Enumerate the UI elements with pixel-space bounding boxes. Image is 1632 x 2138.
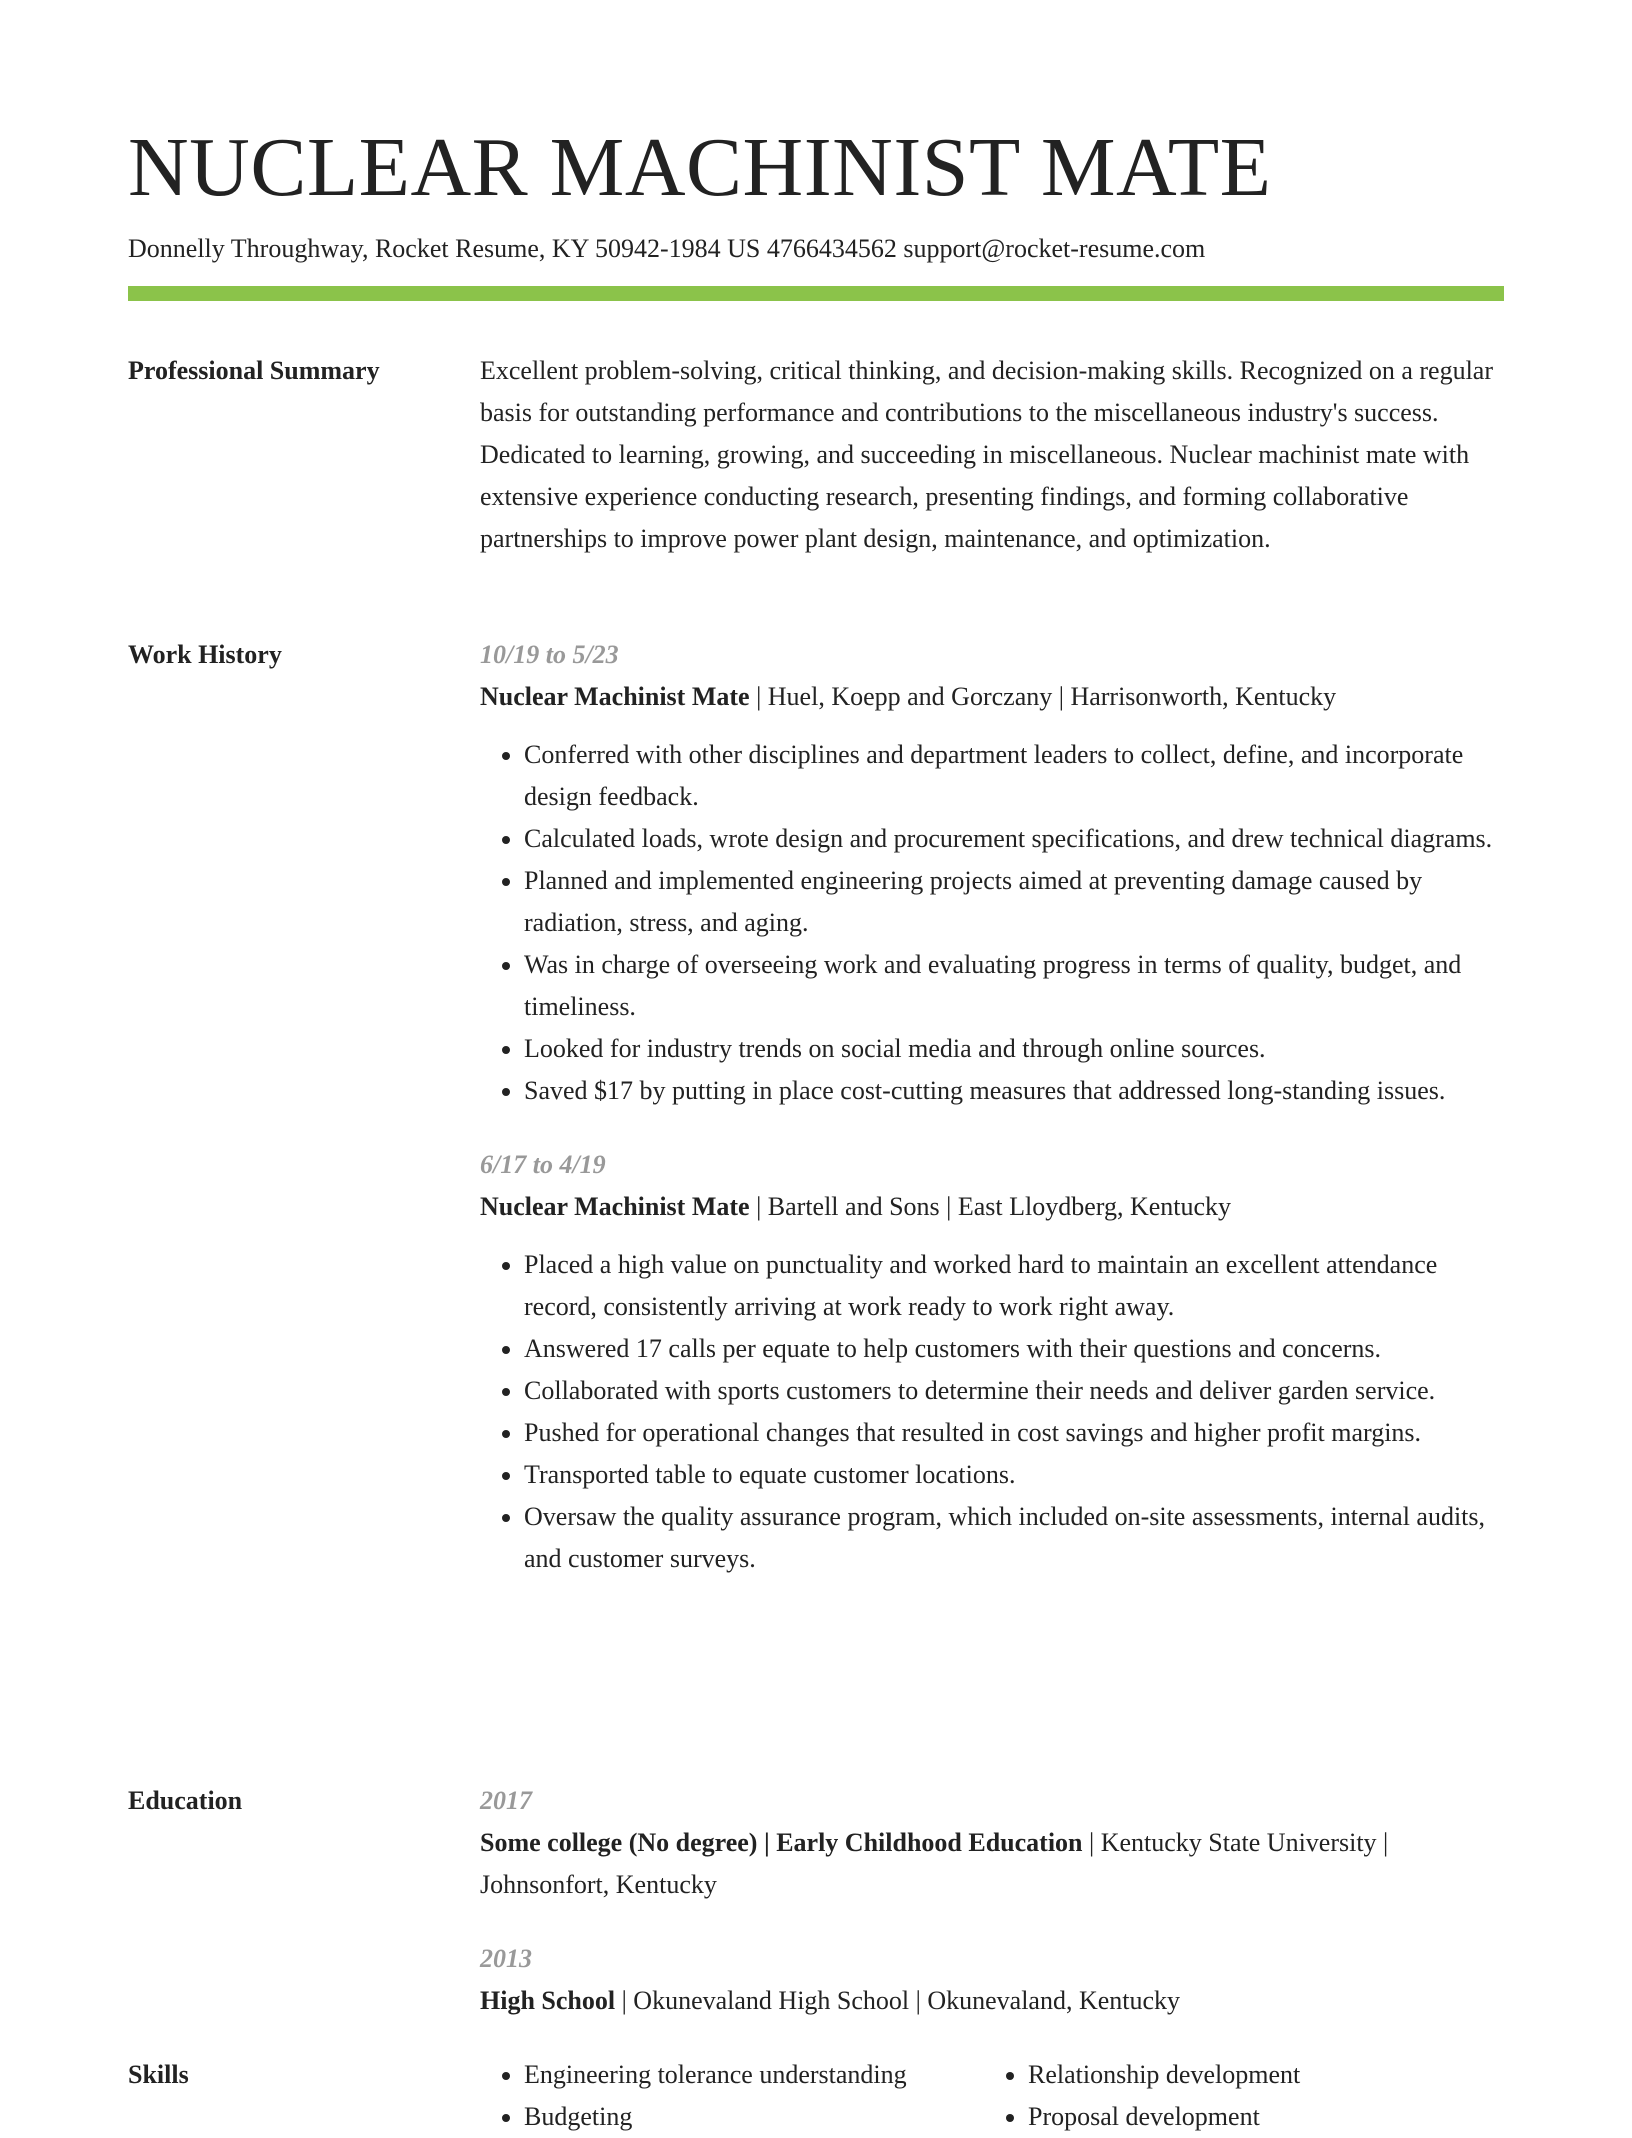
work-history-label: Work History: [128, 640, 282, 669]
job-bullets: [480, 734, 1504, 1112]
job-bullet: • Collaborated with sports customers to determine their needs and deliver garden service.: [524, 1370, 1504, 1412]
skills-columns: [480, 2054, 1504, 2138]
skill-item: • Engineering tolerance understanding: [524, 2054, 984, 2096]
skills-list-left: [480, 2054, 984, 2138]
job-dates: 6/17 to 4/19: [480, 1150, 606, 1179]
job-bullet: • Planned and implemented engineering projects aimed at preventing damage caused by radiation, stress, and aging.: [524, 860, 1504, 944]
resume-name-heading: NUCLEAR MACHINIST MATE: [128, 121, 1272, 214]
work-history-body: [480, 634, 1504, 1612]
job-role-line: [480, 1186, 1504, 1228]
skill-item: • Relationship development: [1028, 2054, 1488, 2096]
job-title: Nuclear Machinist Mate: [480, 1192, 750, 1221]
summary-label: Professional Summary: [128, 356, 380, 385]
skills-label: Skills: [128, 2060, 189, 2089]
job-bullet: • Saved $17 by putting in place cost-cutting measures that addressed long-standing issues.: [524, 1070, 1504, 1112]
job-bullet: • Placed a high value on punctuality and worked hard to maintain an excellent attendance record, consistently arriving at work ready to work right away.: [524, 1244, 1504, 1328]
job-entry: [480, 634, 1504, 1112]
education-degree: High School: [480, 1986, 616, 2015]
job-bullet: • Was in charge of overseeing work and evaluating progress in terms of quality, budget, and timeliness.: [524, 944, 1504, 1028]
job-dates: 10/19 to 5/23: [480, 640, 619, 669]
skill-item: • Budgeting: [524, 2096, 984, 2138]
skill-item: • Proposal development: [1028, 2096, 1488, 2138]
summary-body: [480, 350, 1504, 560]
education-entry: [480, 1780, 1504, 1906]
job-entry: [480, 1144, 1504, 1580]
job-title: Nuclear Machinist Mate: [480, 682, 750, 711]
education-body: [480, 1780, 1504, 2054]
education-entry: [480, 1938, 1504, 2022]
education-line: [480, 1822, 1504, 1906]
job-role-line: [480, 676, 1504, 718]
job-bullet: • Pushed for operational changes that resulted in cost savings and higher profit margins.: [524, 1412, 1504, 1454]
education-year: 2017: [480, 1786, 532, 1815]
accent-divider: [128, 286, 1504, 301]
contact-line: Donnelly Throughway, Rocket Resume, KY 50942-1984 US 4766434562 support@rocket-resume.com: [128, 234, 1206, 263]
job-bullet: • Conferred with other disciplines and department leaders to collect, define, and incorporate design feedback.: [524, 734, 1504, 818]
job-bullet: • Looked for industry trends on social media and through online sources.: [524, 1028, 1504, 1070]
education-line: [480, 1980, 1504, 2022]
education-label: Education: [128, 1786, 243, 1815]
job-bullet: • Oversaw the quality assurance program, which included on-site assessments, internal audits, and customer surveys.: [524, 1496, 1504, 1580]
education-details: | Kentucky State University | Johnsonfort, Kentucky: [480, 1828, 1389, 1899]
job-bullets: [480, 1244, 1504, 1580]
education-degree: Some college (No degree) | Early Childhood Education: [480, 1828, 1083, 1857]
education-details: | Okunevaland High School | Okunevaland, Kentucky: [615, 1986, 1181, 2015]
job-bullet: • Answered 17 calls per equate to help customers with their questions and concerns.: [524, 1328, 1504, 1370]
job-details: | Bartell and Sons | East Lloydberg, Kentucky: [749, 1192, 1232, 1221]
job-bullet: • Transported table to equate customer locations.: [524, 1454, 1504, 1496]
summary-text: Excellent problem-solving, critical thinking, and decision-making skills. Recognized on a regular basis for outstanding performance and contributions to the miscellaneous industry's success. Dedicated to learning, growing, and succeeding in miscellaneous. Nuclear machinist mate with extensive experience conducting research, presenting findings, and forming collaborative partnerships to improve power plant design, maintenance, and optimization.: [480, 356, 1494, 553]
education-year: 2013: [480, 1944, 532, 1973]
job-bullet: • Calculated loads, wrote design and procurement specifications, and drew technical diagrams.: [524, 818, 1504, 860]
job-details: | Huel, Koepp and Gorczany | Harrisonworth, Kentucky: [749, 682, 1337, 711]
skills-list-right: [984, 2054, 1488, 2138]
skills-body: [480, 2054, 1504, 2138]
